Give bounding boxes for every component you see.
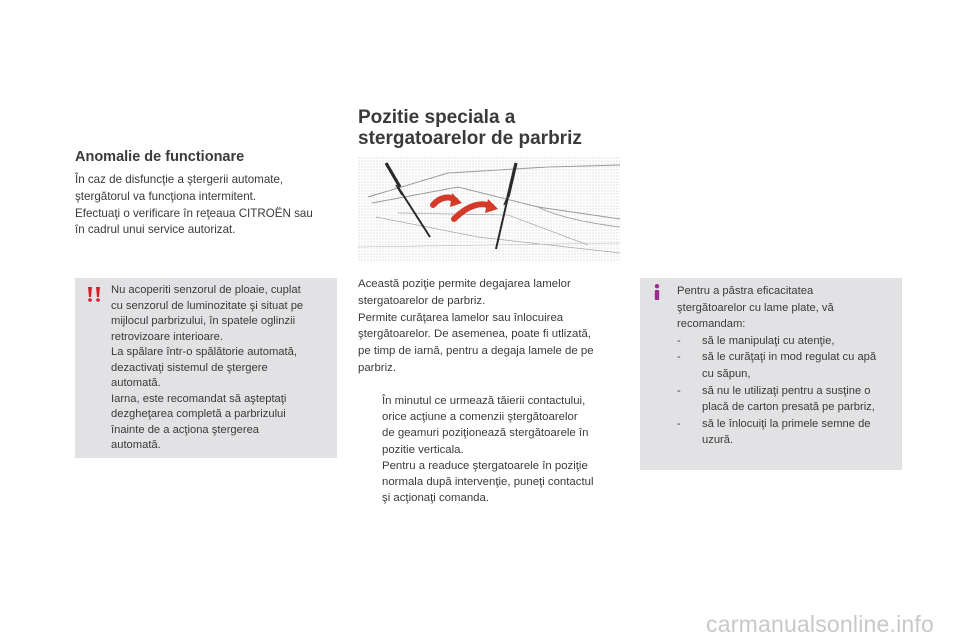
anomaly-intro — [75, 172, 337, 239]
warning-line: Iarna, este recomandat să aşteptaţi — [111, 392, 287, 405]
list-item — [677, 383, 899, 400]
info-intro-line: ştergătoarelor cu lame plate, vă — [677, 301, 834, 314]
desc-line: pe timp de iarnă, pentru a degaja lamele de pe — [358, 345, 594, 358]
warning-line: automată. — [111, 439, 161, 451]
dash-marker: - — [677, 334, 681, 347]
info-note-text — [677, 283, 899, 449]
anomaly-intro-line: ştergătorul va funcţiona intermitent. — [75, 189, 257, 203]
warning-line: înainte de a acţiona ştergerea — [111, 423, 260, 436]
list-item — [677, 416, 899, 433]
special-heading-line: stergatoarelor de parbriz — [358, 128, 582, 149]
info-item-line: să le curăţaţi in mod regulat cu apă — [702, 351, 877, 364]
warning-line: automată. — [111, 377, 161, 389]
bullet-line: În minutul ce urmează tăierii contactului, — [382, 395, 586, 407]
desc-line: ştergătoarelor. De asemenea, poate fi utlizată, — [358, 328, 592, 341]
windscreen-wipers-raised-illustration — [358, 157, 620, 261]
info-item-line: placă de carton presată pe parbriz, — [702, 401, 875, 414]
warning-line: mijlocul parbrizului, în spatele oglinzii — [111, 315, 296, 327]
anomaly-intro-line: în cadrul unui service autorizat. — [75, 223, 236, 237]
warning-line: retrovizoare interioare. — [111, 330, 223, 343]
info-icon — [650, 283, 664, 301]
warning-line: dezgheţarea completă a parbrizului — [111, 408, 286, 420]
dash-marker: - — [677, 351, 681, 364]
watermark: carmanualsonline.info — [706, 611, 934, 637]
bullet-line: de geamuri poziţionează stergătoarele în — [382, 427, 589, 440]
special-position-description — [358, 276, 620, 377]
list-item — [677, 333, 899, 350]
list-item — [677, 349, 899, 366]
info-item-line: să le înlocuiţi la primele semne de — [702, 417, 871, 430]
list-item — [358, 393, 620, 458]
warning-exclamation-icon — [83, 285, 105, 303]
desc-line: parbriz. — [358, 361, 396, 374]
info-intro-line: recomandam: — [677, 318, 746, 331]
warning-line: cu senzorul de luminozitate şi situat pe — [111, 299, 304, 312]
info-item-line: să nu le utilizaţi pentru a susţine o — [702, 384, 871, 397]
info-item-line: uzură. — [702, 434, 734, 447]
warning-line: dezactivaţi sistemul de ştergere — [111, 361, 268, 374]
anomaly-intro-line: Efectuaţi o verificare în reţeaua CITROËN sau — [75, 206, 313, 220]
bullet-line: normala după intervenţie, puneţi contactul — [382, 476, 594, 489]
warning-line: Nu acoperiti senzorul de ploaie, cuplat — [111, 284, 301, 296]
warning-line: La spălare într-o spălătorie automată, — [111, 346, 297, 358]
desc-line: Permite curăţarea lamelor sau înlocuirea — [358, 311, 564, 324]
desc-line: stergatoarelor de parbriz. — [358, 294, 486, 307]
warning-note-text — [111, 283, 333, 454]
bullet-line: Pentru a readuce ştergatoarele în poziţie — [382, 459, 588, 472]
bullet-line: şi acţionaţi comanda. — [382, 492, 490, 505]
dash-marker: - — [677, 417, 681, 430]
special-position-heading — [358, 107, 628, 149]
info-intro-line: Pentru a păstra eficacitatea — [677, 285, 814, 297]
procedure-bullets — [358, 393, 620, 506]
list-item — [358, 458, 620, 507]
desc-line: Această poziţie permite degajarea lamelor — [358, 278, 571, 290]
info-item-line: să le manipulaţi cu atenţie, — [702, 334, 835, 347]
info-item-line: cu săpun, — [702, 367, 751, 380]
special-heading-line: Pozitie speciala a — [358, 107, 516, 128]
bullet-line: pozitie verticala. — [382, 443, 464, 456]
anomaly-heading: Anomalie de functionare — [75, 149, 245, 165]
bullet-line: orice acţiune a comenzii ştergătoarelor — [382, 411, 578, 424]
anomaly-intro-line: În caz de disfuncţie a ştergerii automate, — [75, 173, 284, 186]
dash-marker: - — [677, 384, 681, 397]
